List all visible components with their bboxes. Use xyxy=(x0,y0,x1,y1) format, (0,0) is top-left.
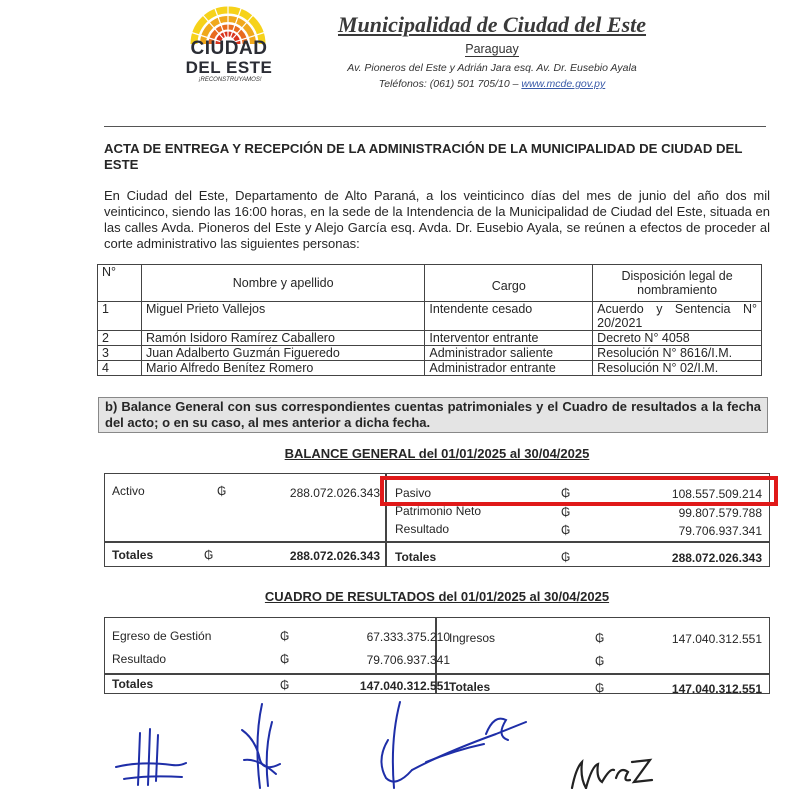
persons-table-header xyxy=(98,265,762,302)
totales-label: Totales xyxy=(112,548,154,562)
currency-symbol: ₲ xyxy=(595,681,605,695)
header-divider xyxy=(104,126,766,127)
cell-name: Mario Alfredo Benítez Romero xyxy=(141,361,424,376)
cell-cargo: Intendente cesado xyxy=(425,302,593,331)
pasivo-value: 108.557.509.214 xyxy=(671,487,762,501)
activo-value: 288.072.026.343 xyxy=(289,486,380,500)
logo-tagline: ¡RECONSTRUYAMOS! xyxy=(198,77,262,83)
ingresos-label: Ingresos xyxy=(449,631,496,645)
document-title: ACTA DE ENTREGA Y RECEPCIÓN DE LA ADMINISTRACIÓN DE LA MUNICIPALIDAD DE CIUDAD DEL ESTE xyxy=(104,141,743,172)
cell-disposicion: Resolución N° 02/I.M. xyxy=(593,361,762,376)
pasivo-label: Pasivo xyxy=(395,486,432,500)
cell-name: Juan Adalberto Guzmán Figueredo xyxy=(141,346,424,361)
totales-left-value: 288.072.026.343 xyxy=(289,549,380,563)
resultado-label: Resultado xyxy=(395,522,450,536)
logo-text-del-este: DEL ESTE xyxy=(185,58,273,77)
country-text: Paraguay xyxy=(465,42,519,56)
resultados-heading xyxy=(104,589,770,604)
col-header-nombre: Nombre y apellido xyxy=(141,265,424,302)
cell-name: Ramón Isidoro Ramírez Caballero xyxy=(141,331,424,346)
phone-line xyxy=(322,78,662,90)
municipality-title: Municipalidad de Ciudad del Este xyxy=(337,12,647,37)
cell-cargo: Administrador saliente xyxy=(425,346,593,361)
cell-cargo: Administrador entrante xyxy=(425,361,593,376)
phone-text: Teléfonos: (061) 501 705/10 – xyxy=(378,78,522,90)
balance-heading xyxy=(104,446,770,461)
currency-symbol: ₲ xyxy=(280,629,290,643)
signature-1-icon xyxy=(110,725,190,789)
cell-n: 1 xyxy=(98,302,142,331)
balance-right-divider xyxy=(386,541,770,543)
cell-disposicion: Acuerdo y Sentencia N° 20/2021 xyxy=(593,302,762,331)
address-line: Av. Pioneros del Este y Adrián Jara esq. Av. Dr. Eusebio Ayala xyxy=(347,62,637,74)
col-header-cargo: Cargo xyxy=(425,265,593,302)
website-link[interactable]: www.mcde.gov.py xyxy=(521,78,606,90)
totales-label: Totales xyxy=(449,680,491,694)
resultado-value: 79.706.937.341 xyxy=(366,653,450,667)
cell-disposicion: Decreto N° 4058 xyxy=(593,331,762,346)
persons-table xyxy=(97,264,762,376)
table-row xyxy=(98,302,762,331)
resultados-right-divider xyxy=(436,673,770,675)
section-b-heading: b) Balance General con sus correspondientes cuentas patrimoniales y el Cuadro de resultados a la fecha del acto; o en su caso, al mes anterior a dicha fecha. xyxy=(98,397,768,433)
currency-symbol: ₲ xyxy=(561,505,571,519)
activo-label: Activo xyxy=(112,484,145,498)
balance-heading-text: BALANCE GENERAL del 01/01/2025 al 30/04/2025 xyxy=(284,446,590,461)
signature-2-icon xyxy=(236,700,286,789)
table-row xyxy=(98,361,762,376)
egreso-value: 67.333.375.210 xyxy=(366,630,450,644)
intro-paragraph: En Ciudad del Este, Departamento de Alto Paraná, a los veinticinco días del mes de junio del año dos mil veinticinco, siendo las 16:00 horas, en la sede de la Intendencia de la Municipalidad de Ciudad del Este, situada en las calles Avda. Pioneros del Este y Alejo García esq. Avda. Dr. Eusebio Ayala, se reúnen a efectos de proceder al corte administrativo las siguientes personas: xyxy=(104,188,770,251)
totales-label: Totales xyxy=(112,677,154,691)
cell-name: Miguel Prieto Vallejos xyxy=(141,302,424,331)
resultados-left-divider xyxy=(104,673,436,675)
resultados-heading-text: CUADRO DE RESULTADOS del 01/01/2025 al 30/04/2025 xyxy=(264,589,610,604)
totales-label: Totales xyxy=(395,550,437,564)
cell-n: 4 xyxy=(98,361,142,376)
logo-text-ciudad: CIUDAD xyxy=(190,38,268,59)
patrimonio-label: Patrimonio Neto xyxy=(395,504,482,518)
pasivo-highlight-box xyxy=(380,476,778,506)
cell-cargo: Interventor entrante xyxy=(425,331,593,346)
currency-symbol: ₲ xyxy=(561,550,571,564)
currency-symbol: ₲ xyxy=(561,523,571,537)
ingresos-value: 147.040.312.551 xyxy=(671,632,762,646)
balance-left-divider xyxy=(104,541,386,543)
table-row xyxy=(98,331,762,346)
egreso-label: Egreso de Gestión xyxy=(112,629,212,643)
currency-symbol: ₲ xyxy=(204,548,214,562)
currency-symbol: ₲ xyxy=(280,652,290,666)
cell-n: 3 xyxy=(98,346,142,361)
patrimonio-value: 99.807.579.788 xyxy=(678,506,762,520)
col-header-disposicion: Disposición legal de nombramiento xyxy=(593,265,762,302)
col-header-n: N° xyxy=(98,265,142,302)
signature-3-icon xyxy=(366,700,536,789)
currency-symbol: ₲ xyxy=(280,678,290,692)
signature-4-icon xyxy=(566,748,656,789)
country-label xyxy=(322,42,662,56)
currency-symbol: ₲ xyxy=(217,484,227,498)
currency-symbol: ₲ xyxy=(595,631,605,645)
currency-symbol: ₲ xyxy=(595,654,605,668)
totales-left-value: 147.040.312.551 xyxy=(359,679,450,693)
cell-n: 2 xyxy=(98,331,142,346)
resultado-label: Resultado xyxy=(112,652,167,666)
totales-right-value: 147.040.312.551 xyxy=(671,682,762,696)
currency-symbol: ₲ xyxy=(561,486,571,500)
cell-disposicion: Resolución N° 8616/I.M. xyxy=(593,346,762,361)
table-row xyxy=(98,346,762,361)
resultado-value: 79.706.937.341 xyxy=(678,524,762,538)
totales-right-value: 288.072.026.343 xyxy=(671,551,762,565)
